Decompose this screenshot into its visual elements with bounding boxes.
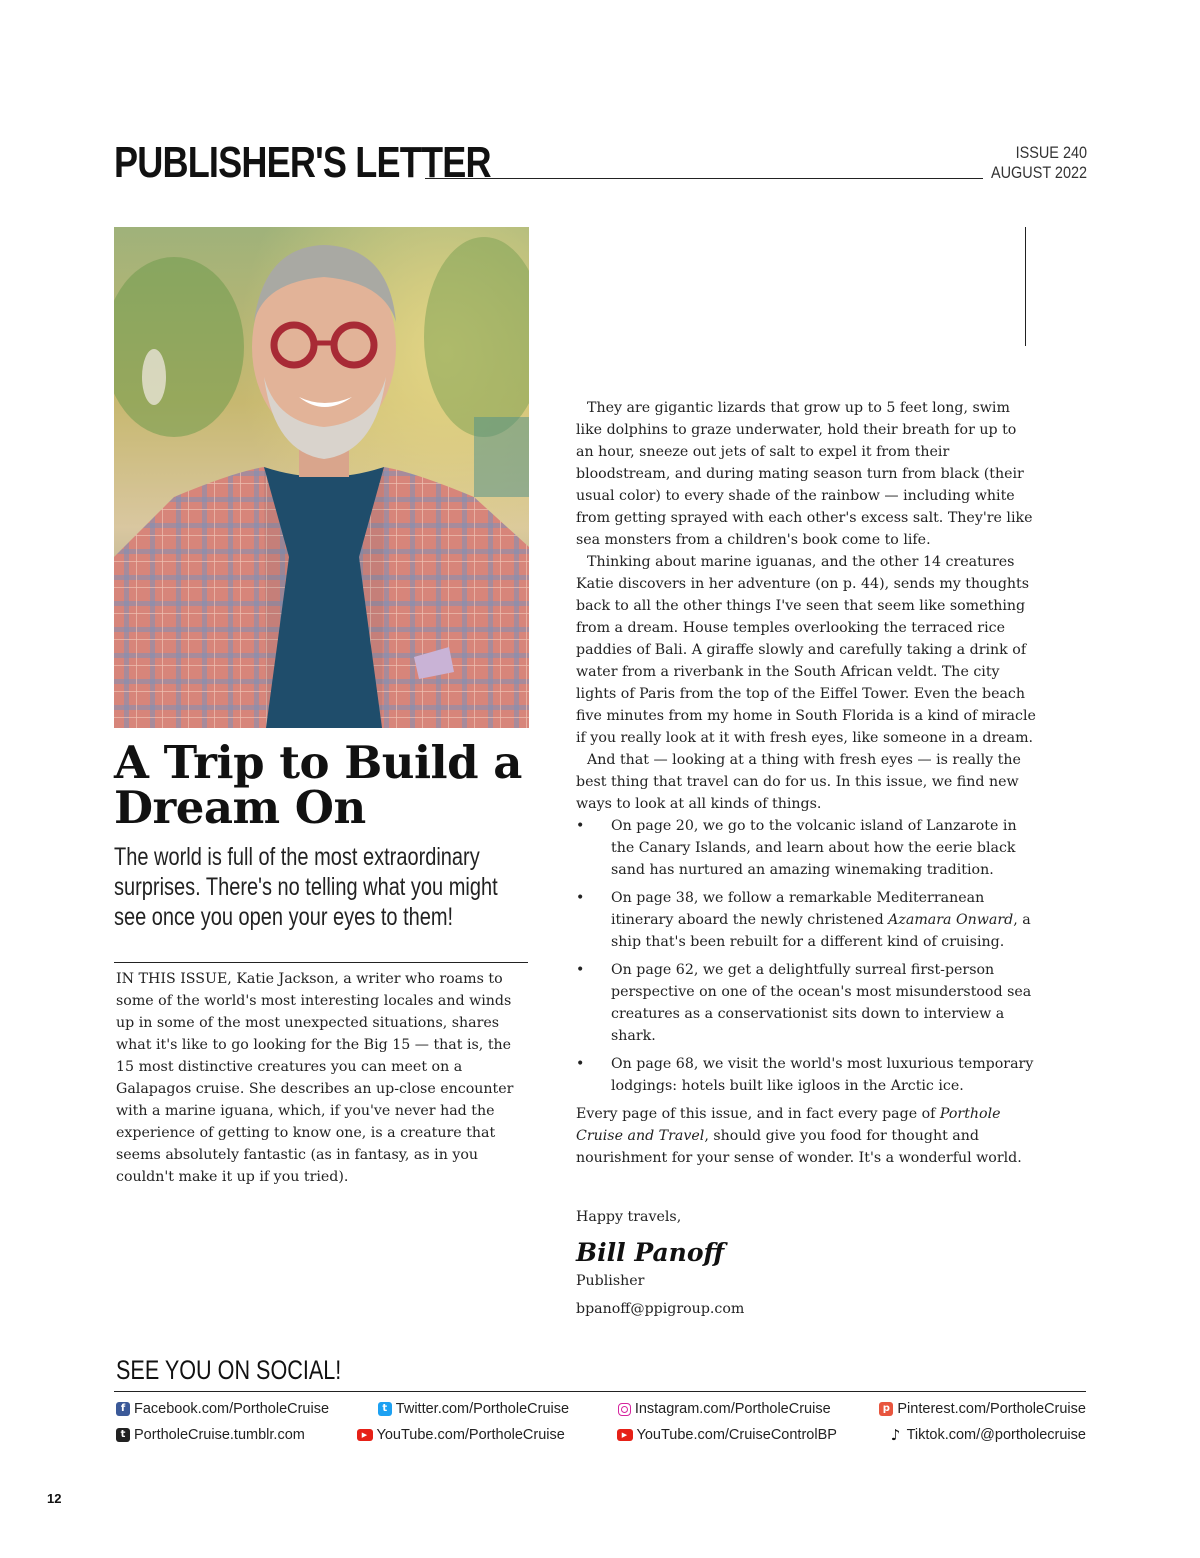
social-rule [114, 1391, 1086, 1392]
facebook-link[interactable] [116, 1401, 329, 1417]
left-column-body: Katie Jackson, a writer who roams to some of the world's most interesting locales and winds up in some of the most unexpected situations, shares what it's like to go looking for the Big 15 — that is, the 15 most distinctive creatures you can meet on a Galapagos cruise. She describes an up-close encounter with a marine iguana, which, if you've never had the experience of getting to know one, is a creature that seems absolutely fantastic (as in fantasy, as in you couldn't make it up if you tried). [116, 971, 514, 1185]
closing-text: Every page of this issue, and in fact every page of [576, 1106, 940, 1122]
tumblr-icon: t [116, 1428, 130, 1442]
social-links-row [116, 1427, 1086, 1443]
facebook-icon: f [116, 1402, 130, 1416]
list-item [576, 887, 1036, 953]
youtube-icon: ▶ [357, 1429, 373, 1441]
twitter-link[interactable] [378, 1401, 569, 1417]
issue-highlights-list [576, 815, 1036, 1097]
link-label: YouTube.com/PortholeCruise [376, 1427, 565, 1443]
title-rule [425, 178, 983, 179]
signer-role: Publisher [576, 1273, 645, 1289]
signoff: Happy travels, [576, 1209, 682, 1225]
closing-text: , should give you food for thought and nourishment for your sense of wonder. It's a wonderful world. [576, 1128, 1022, 1166]
instagram-icon [618, 1403, 631, 1416]
pinterest-link[interactable] [879, 1401, 1086, 1417]
issue-info [991, 143, 1087, 183]
right-column-text [576, 397, 1036, 1169]
link-label: Pinterest.com/PortholeCruise [897, 1401, 1086, 1417]
page-number: 12 [47, 1491, 62, 1506]
paragraph: Thinking about marine iguanas, and the other 14 creatures Katie discovers in her adventure (on p. 44), sends my thoughts back to all the other things I've seen that seem like something from a dream. House temples overlooking the terraced rice paddies of Bali. A giraffe slowly and carefully taking a drink of water from a riverbank in the South African veldt. The city lights of Paris from the top of the Eiffel Tower. Even the beach five minutes from my home in South Florida is a kind of miracle if you really look at it with fresh eyes, like someone in a dream. [576, 554, 1036, 746]
social-links-row [116, 1401, 1086, 1417]
section-title: PUBLISHER'S LETTER [114, 138, 491, 187]
dek-rule [114, 962, 528, 963]
pinterest-icon: p [879, 1402, 893, 1416]
closing-paragraph [576, 1103, 1036, 1169]
lead-in: IN THIS ISSUE, [116, 971, 232, 987]
signature-name: Bill Panoff [576, 1238, 725, 1267]
list-item: • On page 20, we go to the volcanic island of Lanzarote in the Canary Islands, and learn about how the eerie black sand has nurtured an amazing winemaking tradition. [576, 815, 1036, 881]
tiktok-link[interactable] [889, 1427, 1086, 1443]
paragraph: They are gigantic lizards that grow up to 5 feet long, swim like dolphins to graze underwater, hold their breath for up to an hour, sneeze out jets of salt to expel it from their bloodstream, and during mating season turn from black (their usual color) to every shade of the rainbow — including white from getting sprayed with each other's excess salt. They're like sea monsters from a children's book come to life. [576, 400, 1033, 548]
list-item-text: , a ship that's been rebuilt for a different kind of cruising. [611, 912, 1031, 950]
link-label: Facebook.com/PortholeCruise [134, 1401, 330, 1417]
publisher-portrait-photo [114, 227, 529, 728]
left-column-text [116, 968, 526, 1188]
tumblr-link[interactable] [116, 1427, 305, 1443]
paragraph: And that — looking at a thing with fresh eyes — is really the best thing that travel can do for us. In this issue, we find new ways to look at all kinds of things. [576, 752, 1021, 812]
youtube-link[interactable] [357, 1427, 565, 1443]
article-dek: The world is full of the most extraordinary surprises. There's no telling what you might see once you open your eyes to them! [114, 843, 498, 931]
article-headline: A Trip to Build a Dream On [114, 736, 522, 834]
link-label: Twitter.com/PortholeCruise [395, 1401, 570, 1417]
email-link[interactable]: bpanoff@ppigroup.com [576, 1301, 745, 1317]
list-item: • On page 68, we visit the world's most luxurious temporary lodgings: hotels built like igloos in the Arctic ice. [576, 1053, 1036, 1097]
link-label: PortholeCruise.tumblr.com [134, 1427, 305, 1443]
link-label: YouTube.com/CruiseControlBP [636, 1427, 837, 1443]
link-label: Tiktok.com/@portholecruise [906, 1427, 1086, 1443]
youtube-icon: ▶ [617, 1429, 633, 1441]
youtube-link[interactable] [617, 1427, 837, 1443]
issue-date: AUGUST 2022 [990, 163, 1087, 182]
link-label: Instagram.com/PortholeCruise [634, 1401, 831, 1417]
issue-number: ISSUE 240 [1015, 143, 1087, 162]
list-item-text: On page 38, we follow a remarkable Mediterranean itinerary aboard the newly christened [611, 890, 985, 928]
twitter-icon: t [378, 1402, 392, 1416]
instagram-link[interactable] [618, 1401, 831, 1417]
magazine-name: Porthole Cruise and Travel [576, 1106, 1001, 1144]
column-rule [1025, 227, 1026, 346]
ship-name: Azamara Onward [888, 912, 1014, 928]
social-heading: SEE YOU ON SOCIAL! [116, 1355, 342, 1385]
list-item: • On page 62, we get a delightfully surreal first-person perspective on one of the ocean's most misunderstood sea creatures as a conservationist sits down to interview a shark. [576, 959, 1036, 1047]
tiktok-icon: ♪ [890, 1425, 901, 1444]
